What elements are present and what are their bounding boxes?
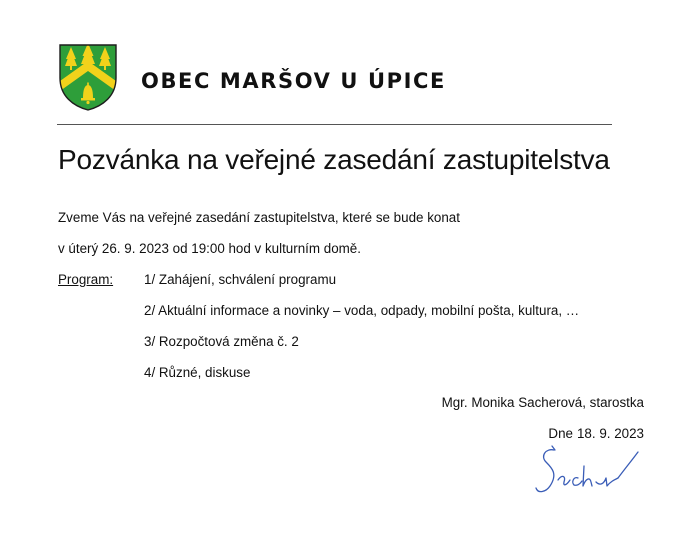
program-item-4: 4/ Různé, diskuse bbox=[144, 365, 251, 380]
program-item-1: 1/ Zahájení, schválení programu bbox=[144, 272, 337, 287]
date-prefix: Dne bbox=[548, 426, 573, 441]
program-item-2: 2/ Aktuální informace a novinky – voda, odpady, mobilní pošta, kultura, … bbox=[144, 303, 580, 318]
program-item-3: 3/ Rozpočtová změna č. 2 bbox=[144, 334, 299, 349]
header-divider bbox=[57, 124, 612, 125]
organization-name: OBEC MARŠOV U ÚPICE bbox=[141, 69, 446, 93]
handwritten-signature-icon bbox=[528, 444, 644, 506]
invitation-paragraph-1: Zveme Vás na veřejné zasedání zastupitelstva, které se bude konat bbox=[58, 210, 460, 225]
document-title: Pozvánka na veřejné zasedání zastupitelstva bbox=[58, 144, 610, 175]
document-date bbox=[548, 426, 644, 441]
program-label: Program: bbox=[58, 272, 114, 287]
municipal-coat-of-arms-icon bbox=[57, 42, 119, 112]
date-value: 18. 9. 2023 bbox=[576, 426, 644, 441]
invitation-paragraph-2: v úterý 26. 9. 2023 od 19:00 hod v kulturním domě. bbox=[58, 241, 361, 256]
signer-name: Mgr. Monika Sacherová, starostka bbox=[441, 395, 644, 410]
